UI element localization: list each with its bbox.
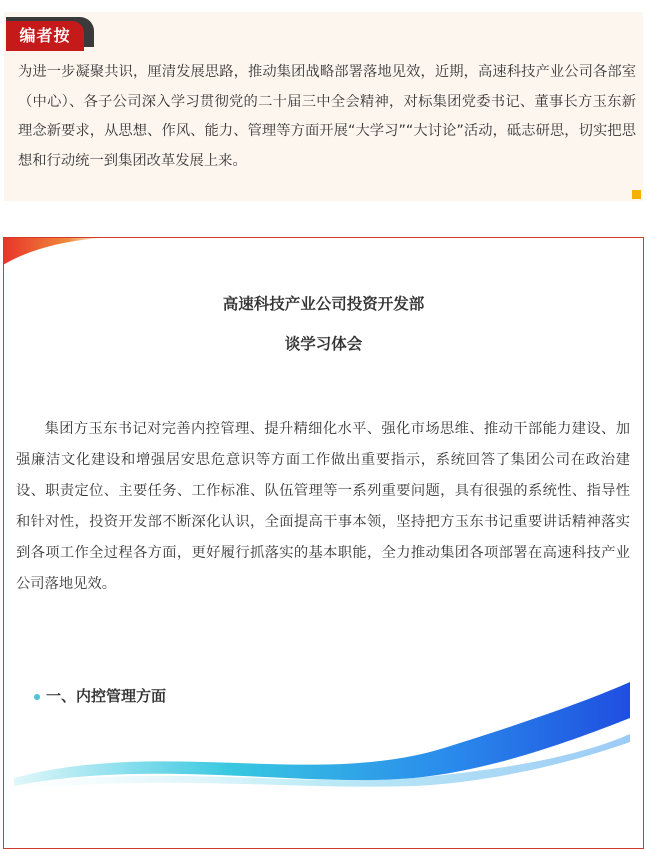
article-subtitle: 谈学习体会	[284, 335, 363, 353]
section-heading: 一、内控管理方面	[46, 687, 167, 705]
section-bullet-dot	[34, 694, 40, 700]
editor-note-box	[4, 12, 643, 201]
card-corner-decoration	[3, 237, 113, 267]
editor-note-text: 为进一步凝聚共识，厘清发展思路，推动集团战略部署落地见效，近期，高速科技产业公司各部室（中心）、各子公司深入学习贯彻党的二十届三中全会精神，对标集团党委书记、董事长方玉东新理念新要求，从思想、作风、能力、管理等方面开展“大学习”“大讨论”活动，砥志研思，切实把思想和行动统一到集团改革发展上来。	[18, 64, 636, 169]
article-title: 高速科技产业公司投资开发部	[222, 295, 425, 313]
editor-note-tag: 编者按	[6, 21, 84, 51]
article-card	[3, 237, 644, 849]
article-body: 集团方玉东书记对完善内控管理、提升精细化水平、强化市场思维、推动干部能力建设、加强廉洁文化建设和增强居安思危意识等方面工作做出重要指示，系统回答了集团公司在政治建设、职责定位、主要任务、工作标准、队伍管理等一系列重要问题，具有很强的系统性、指导性和针对性，投资开发部不断深化认识，全面提高干事本领，坚持把方玉东书记重要讲话精神落实到各项工作全过程各方面，更好履行抓落实的基本职能，全力推动集团各项部署在高速科技产业公司落地见效。	[16, 421, 630, 592]
editor-note-corner-accent	[632, 190, 641, 199]
